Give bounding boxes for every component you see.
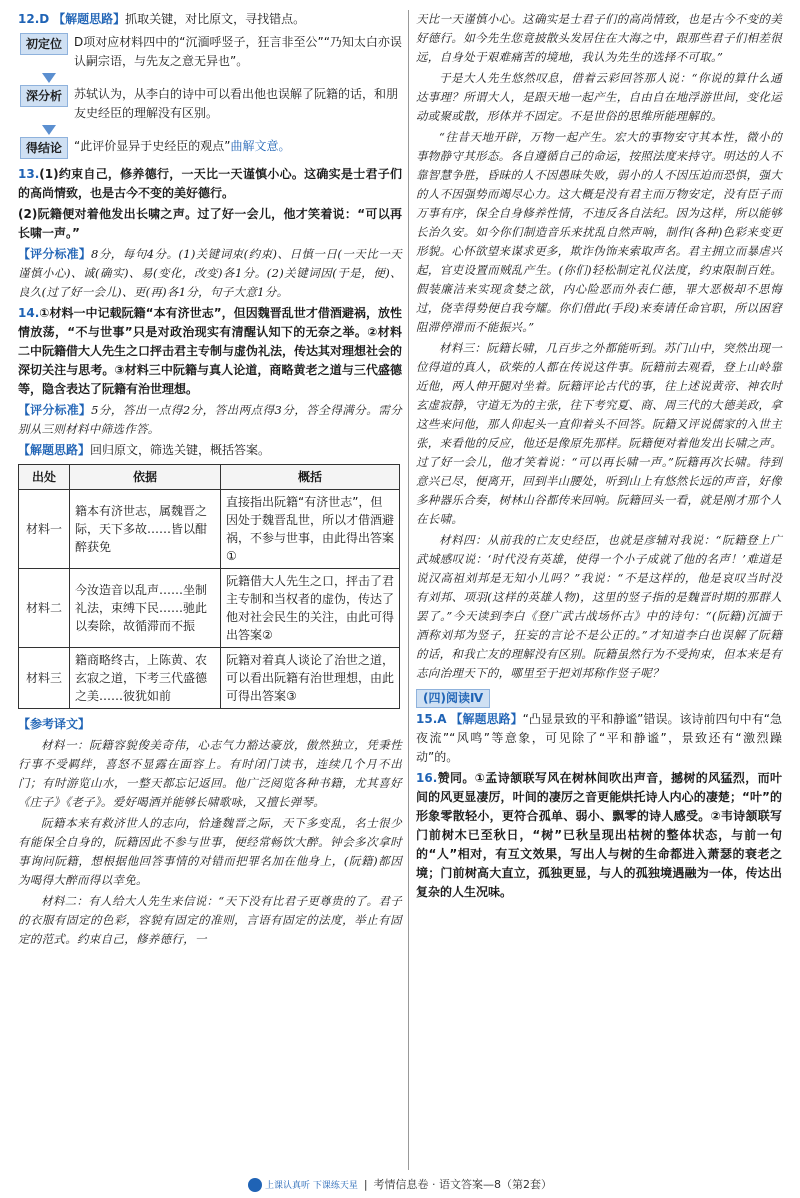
translation-paragraph: 材料二：有人给大人先生来信说：“天下没有比君子更尊贵的了。君子的衣服有固定的色彩，容貌有固定的准则，言语有固定的法度，举止有固定的范式。约束自己，修养德行，一	[18, 894, 402, 946]
flow-step: 深分析 苏轼认为，从李白的诗中可以看出他也误解了阮籍的话，和朋友史经臣的理解没有区别。	[20, 85, 402, 123]
translation-paragraph: 材料四：从前我的亡友史经臣，也就是彦辅对我说：“阮籍登上广武城感叹说：‘时代没有英雄，使得一个小子成就了他的名声！’难道是说汉高祖刘邦是无知小儿吗？”我说：“不是这样的，他是哀叹当时没有刘邦、项羽(这样的英雄人物)，这里的竖子指的是魏晋时期的那群人罢了。”今天读到李白《登广武古战场怀古》中的诗句：“(阮籍)沉湎于酒称刘邦为竖子，狂妄的言论不是公正的。”才知道李白也误解了阮籍的话，和我亡友的理解没有区别。阮籍虽然行为不受拘束，但本来是有志向治理天下的，哪里至于把刘邦称作竖子呢？	[416, 533, 782, 680]
flow-label: 深分析	[20, 85, 68, 107]
flow-step: 初定位 D项对应材料四中的“沉湎呼竖子，狂言非至公”“乃知太白亦误认嗣宗语，与先友之意无异也”。	[20, 33, 402, 71]
translation-paragraph: 天比一天谨慎小心。这确实是士君子们的高尚情致，也是古今不变的美好德行。如今先生您竟披散头发居住在大海之中，跟那些君子们相差很远，自身处于艰难痛苦的境地，我认为先生的选择不可取。”	[416, 12, 782, 64]
left-column	[18, 10, 402, 951]
translation-paragraph: 于是大人先生悠然叹息，借着云彩回答那人说：“你说的算什么通达事理？所谓大人，是跟天地一起产生，自由自在地浮游世间，变化运动或聚或散，形体并不固定。不是世俗的思维所能理解的。	[416, 71, 782, 123]
table-row: 材料二 今汝造音以乱声……坐制礼法，束缚下民……驰此以奏除，故循滞而不振 阮籍借大人先生之口，抨击了君主专制和当权者的虚伪，传达了他对社会民生的关注，由此可得出答案②	[19, 569, 400, 648]
flow-label: 初定位	[20, 33, 68, 55]
evidence-table	[18, 464, 400, 709]
right-column	[416, 10, 782, 904]
table-row: 材料一 籍本有济世志，属魏晋之际，天下多故……皆以酣醉获免 直接指出阮籍“有济世志”，但因处于魏晋乱世，所以才借酒避祸，不参与世事，由此得出答案①	[19, 490, 400, 569]
table-row: 材料三 籍商略终古，上陈黄、农玄寂之道，下考三代盛德之美……彼犹如前 阮籍对着真人谈论了治世之道，可以看出阮籍有治世理想，由此可得出答案③	[19, 648, 400, 709]
question-16: 16.赞同。①孟诗颔联写风在树林间吹出声音，撼树的风猛烈，而叶间的风更显凄厉，叶间的凄厉之音更能烘托诗人内心的凄楚；“叶”的形象零散轻小，更符合孤单、弱小、飘零的诗人感受。②韦诗颔联写门前树木已至秋日，“树”已秋呈现出枯树的整体状态，与前一句的“人”相对，有互文效果，写出人与树的生命都进入萧瑟的衰老之境；门前树高大直立，孤独更显，与人的孤独境遇融为一体，传达出复杂的人生况味。	[416, 771, 782, 899]
arrow-down-icon	[42, 125, 56, 135]
section-heading: (四)阅读Ⅳ	[416, 689, 490, 708]
question-15: 15.A 【解题思路】“凸显景致的平和静谧”错误。该诗前四句中有“急夜流”“风鸣”等意象，可见除了“平和静谧”，景致还有“激烈躁动”的。	[416, 712, 782, 764]
translation-paragraph: 材料一：阮籍容貌俊美奇伟，心志气力豁达豪放，傲然独立，凭秉性行事不受羁绊，喜怒不显露在面容上。有时闭门读书，连续几个月不出门；有时游览山水，一整天都忘记返回。他广泛阅览各种书籍，尤其喜好《庄子》《老子》。爱好喝酒并能够长啸歌咏，又擅长弹琴。	[18, 738, 402, 809]
question-12: 12.D 【解题思路】抓取关键，对比原文，寻找错点。 初定位 D项对应材料四中的“沉湎呼竖子，狂言非至公”“乃知太白亦误认嗣宗语，与先友之意无异也”。 深分析 苏轼认为，从李白的诗中可以看出他也误解了阮籍的话，和朋友史经臣的理解没有区别。 得结论 “此评价显异于史经臣的观点”曲解文意。	[18, 10, 402, 159]
flow-step: 得结论 “此评价显异于史经臣的观点”曲解文意。	[20, 137, 402, 159]
column-divider	[408, 10, 409, 1170]
arrow-down-icon	[42, 73, 56, 83]
brand-slogan: 上课认真听 下课练天星	[264, 1181, 358, 1191]
footer-text: 考情信息卷 · 语文答案—8（第2套）	[373, 1178, 553, 1191]
reference-translation: 【参考译文】 材料一：阮籍容貌俊美奇伟，心志气力豁达豪放，傲然独立，凭秉性行事不受羁绊，喜怒不显露在面容上。有时闭门读书，连续几个月不出门；有时游览山水，一整天都忘记返回。他广泛阅览各种书籍，尤其喜好《庄子》《老子》。爱好喝酒并能够长啸歌咏，又擅长弹琴。 阮籍本来有救济世人的志向，恰逢魏晋之际，天下多变乱，名士很少有能保全自身的，阮籍因此不参与世事，便经常畅饮大醉。钟会多次拿时事询问阮籍，想根据他回答事情的对错而把罪名加在他身上，(阮籍)都因为喝得大醉而得以幸免。 材料二：有人给大人先生来信说：“天下没有比君子更尊贵的了。君子的衣服有固定的色彩，容貌有固定的准则，言语有固定的法度，举止有固定的范式。约束自己，修养德行，一	[18, 715, 402, 949]
solution-flow	[20, 33, 402, 159]
page-footer: 上课认真听 下课练天星 | 考情信息卷 · 语文答案—8（第2套）	[0, 1176, 800, 1192]
question-14: 14.①材料一中记载阮籍“本有济世志”，但因魏晋乱世才借酒避祸，放性情放荡，“不与世事”只是对政治现实有清醒认知下的无奈之举。②材料二中阮籍借大人先生之口抨击君主专制与虚伪礼法，传达其对理想社会的深切关注与思考。③材料三中阮籍与真人论道，商略黄老之道与三代盛德等，隐含表达了阮籍有治世理想。 【评分标准】5分，答出一点得2分，答出两点得3分，答全得满分。需分别从三则材料中筛选作答。 【解题思路】回归原文，筛选关键，概括答案。 出处 依据 概括 材料一 籍本有济世志，属魏晋之际，天下多故……皆以酣醉获免 直接指出阮籍“有济世志”，但因处于魏晋乱世，所以才借酒避祸，不参与世事，由此得出答案① 材料二 今汝造音以乱声……坐制礼法，束缚下民……驰此以奏除，故循滞而不振 阮籍借大人先生之口，抨击了君主专制和当权者的虚伪，传达了他对社会民生的关注，由此可得出答案② 材料三 籍商略终古，上陈黄、农玄寂之道，下考三代盛德之美……彼犹如前 阮籍对着真人谈论了治世之道，可以看出阮籍有治世理想，由此可得出答案③	[18, 304, 402, 709]
translation-paragraph: “往昔天地开辟，万物一起产生。宏大的事物安守其本性，微小的事物静守其形态。各自遵循自己的命运，按照法度来持守。明达的人不靠智慧争胜，昏昧的人不因愚昧失败，弱小的人不因压迫而恐惧，强大的人不因强势而竭尽心力。这大概是没有君主而万物安定，没有臣子而万事有序，保全自身修养性情，不违反各自法纪。因为这样，所以能够长治久安。如今你们制造音乐来扰乱自然声响，制作(各种)色彩来变更形貌。心怀欲望来谋求更多，欺诈伪饰来索取声名。君主拥立而暴虐兴起，官吏设置而贼乱产生。(你们)轻松制定礼仪法度，约束限制百姓。假装廉洁来实现贪婪之欲，内心险恶而外表仁德，罪大恶极却不思悔过，侥幸得势便自我夸耀。你们借此(手段)来奏请任命官职，所以困窘阻滞停滞而不能振兴。”	[416, 130, 782, 334]
flow-label: 得结论	[20, 137, 68, 159]
question-13: 13.(1)约束自己，修养德行，一天比一天谨慎小心。这确实是士君子们的高尚情致，也是古今不变的美好德行。 (2)阮籍便对着他发出长啸之声。过了好一会儿，他才笑着说：“可以再长啸一声。” 【评分标准】8分，每句4分。(1)关键词束(约束)、日慎一日(一天比一天谨慎小心)、诚(确实)、易(变化，改变)各1分。(2)关键词因(于是，便)、良久(过了好一会儿)、更(再)各1分，句子大意1分。	[18, 167, 402, 299]
answer-part-2: (2)阮籍便对着他发出长啸之声。过了好一会儿，他才笑着说：“可以再长啸一声。”	[18, 207, 402, 240]
table-header-row: 出处 依据 概括	[19, 465, 400, 490]
translation-paragraph: 材料三：阮籍长啸，几百步之外都能听到。苏门山中，突然出现一位得道的真人，砍柴的人都在传说这件事。阮籍前去观看，登上山岭靠近他，两人伸开腿对坐着。阮籍评论古代的事，往上述说黄帝、神农时玄虚寂静，守道无为的主张，往下考究夏、商、周三代的大德美政，拿这些来问他，那人仰起头一直仰着头不回答。阮籍又评说儒家的入世主张，来看他的反应，他还是像原先那样。阮籍便对着他发出长啸之声。过了好一会儿，他才笑着说：“可以再长啸一声。”阮籍再次长啸。待到意兴已尽，便离开，回到半山腰处，听到山上有悠然长远的声音，好像多种器乐合奏，树林山谷都传来回响。阮籍回头一看，就是刚才那个人在长啸。	[416, 341, 782, 526]
translation-paragraph: 阮籍本来有救济世人的志向，恰逢魏晋之际，天下多变乱，名士很少有能保全自身的，阮籍因此不参与世事，便经常畅饮大醉。钟会多次拿时事询问阮籍，想根据他回答事情的对错而把罪名加在他身上，(阮籍)都因为喝得大醉而得以幸免。	[18, 816, 402, 887]
brand-logo-icon	[248, 1178, 262, 1192]
